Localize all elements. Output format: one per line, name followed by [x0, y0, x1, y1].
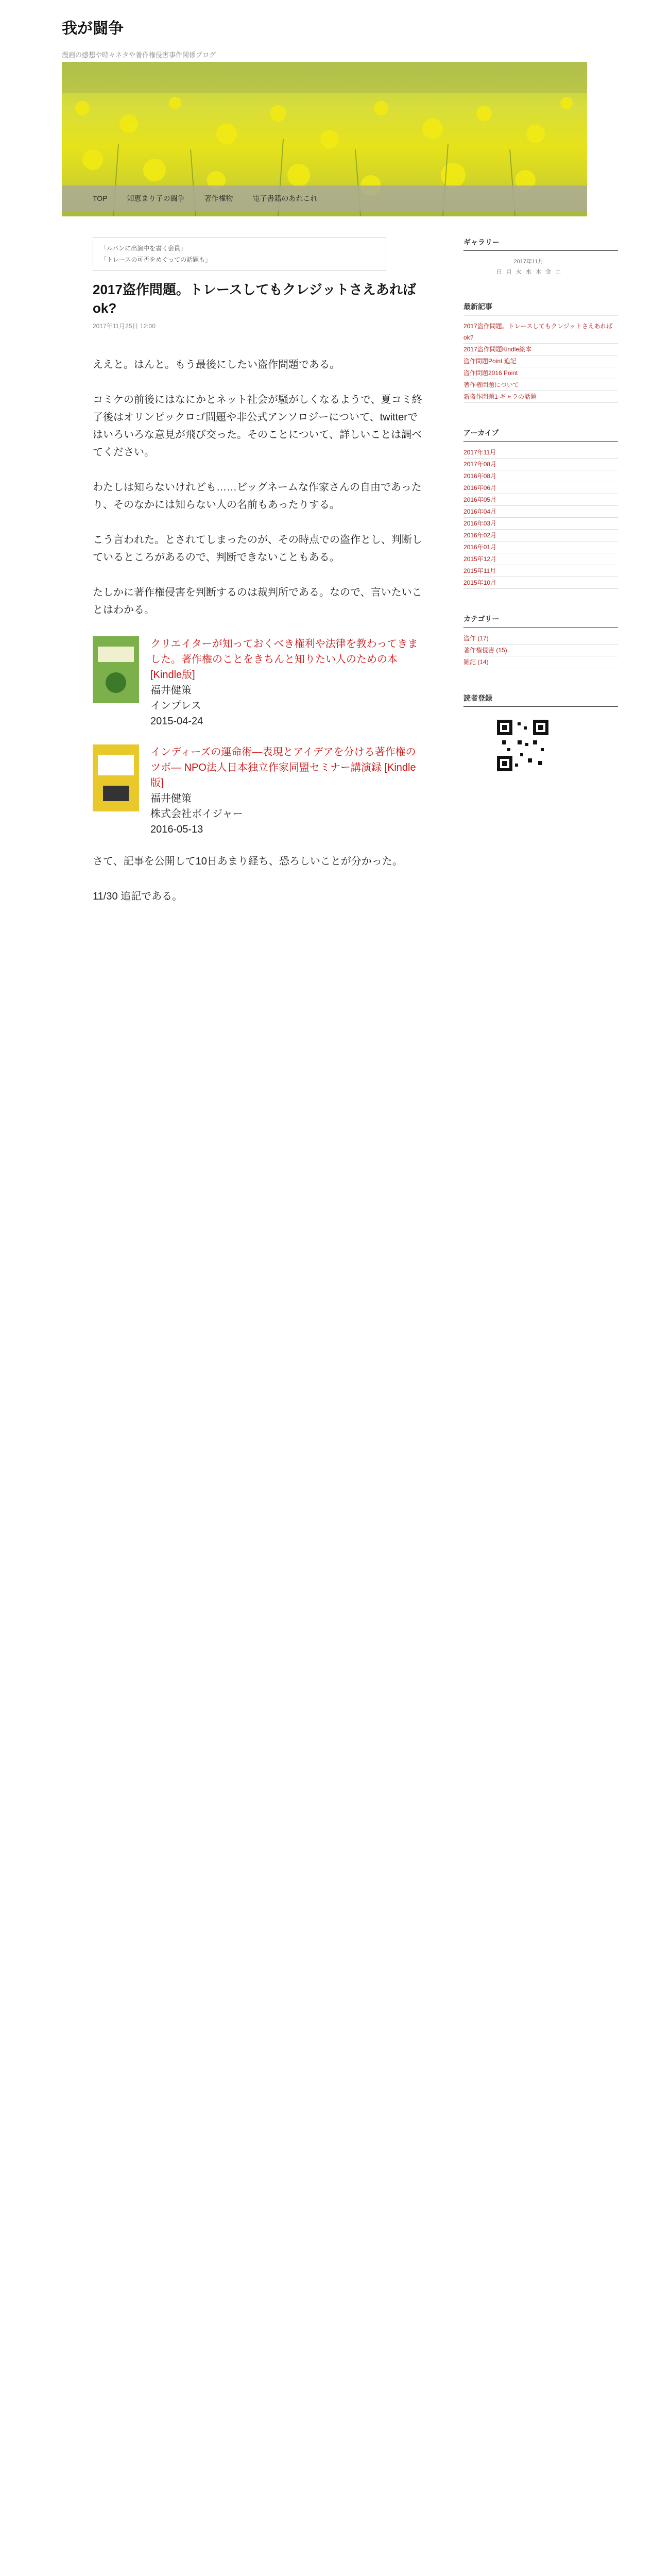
book-date: 2016-05-13 — [150, 824, 203, 835]
qr-code-icon[interactable] — [494, 717, 551, 774]
recent-post-link[interactable]: 盗作問題2016 Point — [463, 367, 618, 379]
book-cover-image[interactable] — [93, 744, 139, 811]
main-content — [93, 237, 422, 923]
widget-title: アーカイブ — [463, 428, 618, 442]
related-posts — [93, 237, 386, 271]
calendar-day: 火 — [516, 269, 522, 275]
recent-widget — [463, 301, 618, 403]
recent-post-link[interactable]: 新盗作問題1 ギャラの話題 — [463, 391, 618, 403]
book-card — [93, 636, 422, 729]
widget-title: カテゴリー — [463, 614, 618, 628]
archive-link[interactable]: 2016年02月 — [463, 530, 618, 541]
calendar-day: 金 — [545, 269, 551, 275]
calendar-day: 土 — [555, 269, 561, 275]
book-publisher: 株式会社ボイジャー — [150, 808, 243, 820]
widget-title: ギャラリー — [463, 237, 618, 251]
post-body — [93, 356, 422, 905]
book-author: 福井健策 — [150, 793, 192, 804]
book-author: 福井健策 — [150, 685, 192, 696]
archive-widget — [463, 428, 618, 589]
recent-post-link[interactable]: 2017盗作問題。トレースしてもクレジットさえあればok? — [463, 320, 618, 344]
nav-ebook[interactable]: 電子書籍のあれこれ — [252, 194, 318, 202]
category-link[interactable]: 雑記 (14) — [463, 656, 618, 668]
book-meta — [150, 744, 422, 837]
paragraph: こう言われた。とされてしまったのが、その時点での盗作とし、判断しているところがあるので、判断できないこともある。 — [93, 534, 422, 563]
category-link[interactable]: 著作権侵害 (15) — [463, 645, 618, 656]
post-title[interactable]: 2017盗作問題。トレースしてもクレジットさえあればok? — [93, 282, 416, 316]
book-title-link[interactable]: クリエイターが知っておくべき権利や法律を教わってきました。著作権のことをきちんと知りたい人のための本 [Kindle版] — [150, 638, 418, 681]
site-header — [0, 0, 653, 62]
category-link[interactable]: 盗作 (17) — [463, 633, 618, 645]
archive-link[interactable]: 2016年05月 — [463, 494, 618, 506]
calendar-day: 水 — [526, 269, 531, 275]
calendar — [463, 256, 618, 277]
book-meta — [150, 636, 422, 729]
sidebar — [463, 237, 618, 800]
paragraph: コミケの前後にはなにかとネット社会が騒がしくなるようで、夏コミ終了後はオリンピックロゴ問題や非公式アンソロジーについて、twitterではいろいろな意見が飛び交った。そのことについて、詳しいことは調べてください。 — [93, 394, 422, 458]
book-cover-image[interactable] — [93, 636, 139, 703]
archive-link[interactable]: 2016年08月 — [463, 470, 618, 482]
recent-post-link[interactable]: 2017盗作問題Kindle絵本 — [463, 344, 618, 355]
archive-link[interactable]: 2015年10月 — [463, 577, 618, 589]
site-title[interactable]: 我が闘争 — [62, 20, 124, 37]
archive-link[interactable]: 2016年06月 — [463, 482, 618, 494]
nav-top[interactable]: TOP — [93, 194, 108, 202]
paragraph: 11/30 追記である。 — [93, 891, 183, 902]
archive-link[interactable]: 2017年08月 — [463, 459, 618, 470]
book-card — [93, 744, 422, 837]
calendar-day: 日 — [496, 269, 502, 275]
book-publisher: インプレス — [150, 700, 201, 711]
archive-link[interactable]: 2017年11月 — [463, 447, 618, 459]
book-title-link[interactable]: インディーズの運命術―表現とアイデアを分ける著作権のツボ― NPO法人日本独立作家同盟セミナー講演録 [Kindle版] — [150, 747, 416, 789]
paragraph: わたしは知らないけれども……ビッグネームな作家さんの自由であったり、そのなかには知らない人の名前もあったりする。 — [93, 482, 422, 511]
calendar-month: 2017年11月 — [513, 259, 544, 265]
related-link[interactable]: 「トレースの可否をめぐっての話題も」 — [100, 256, 212, 263]
calendar-day: 月 — [506, 269, 512, 275]
global-nav — [62, 185, 587, 211]
archive-link[interactable]: 2016年04月 — [463, 506, 618, 518]
site-description: 漫画の感想や時々ネタや著作権侵害事件関係ブログ — [62, 51, 216, 59]
widget-title: 読者登録 — [463, 693, 618, 707]
category-widget — [463, 614, 618, 668]
archive-link[interactable]: 2016年01月 — [463, 541, 618, 553]
recent-post-link[interactable]: 盗作問題Point 追記 — [463, 355, 618, 367]
paragraph: ええと。はんと。もう最後にしたい盗作問題である。 — [93, 359, 340, 370]
nav-tomoe[interactable]: 知恵まり子の闘争 — [127, 194, 185, 202]
post-date: 2017年11月25日 12:00 — [93, 323, 156, 330]
subscribe-widget — [463, 693, 618, 775]
related-link[interactable]: 「ルパンに出演中を書く会員」 — [100, 245, 187, 252]
nav-copyright[interactable]: 著作権物 — [204, 194, 233, 202]
book-date: 2015-04-24 — [150, 716, 203, 727]
archive-link[interactable]: 2015年11月 — [463, 565, 618, 577]
paragraph: さて、記事を公開して10日あまり経ち、恐ろしいことが分かった。 — [93, 856, 403, 867]
archive-link[interactable]: 2015年12月 — [463, 553, 618, 565]
gallery-widget — [463, 237, 618, 277]
widget-title: 最新記事 — [463, 301, 618, 315]
archive-link[interactable]: 2016年03月 — [463, 518, 618, 530]
calendar-day: 木 — [536, 269, 541, 275]
page — [0, 0, 653, 902]
recent-post-link[interactable]: 著作権問題について — [463, 379, 618, 391]
paragraph: たしかに著作権侵害を判断するのは裁判所である。なので、言いたいことはわかる。 — [93, 587, 422, 616]
